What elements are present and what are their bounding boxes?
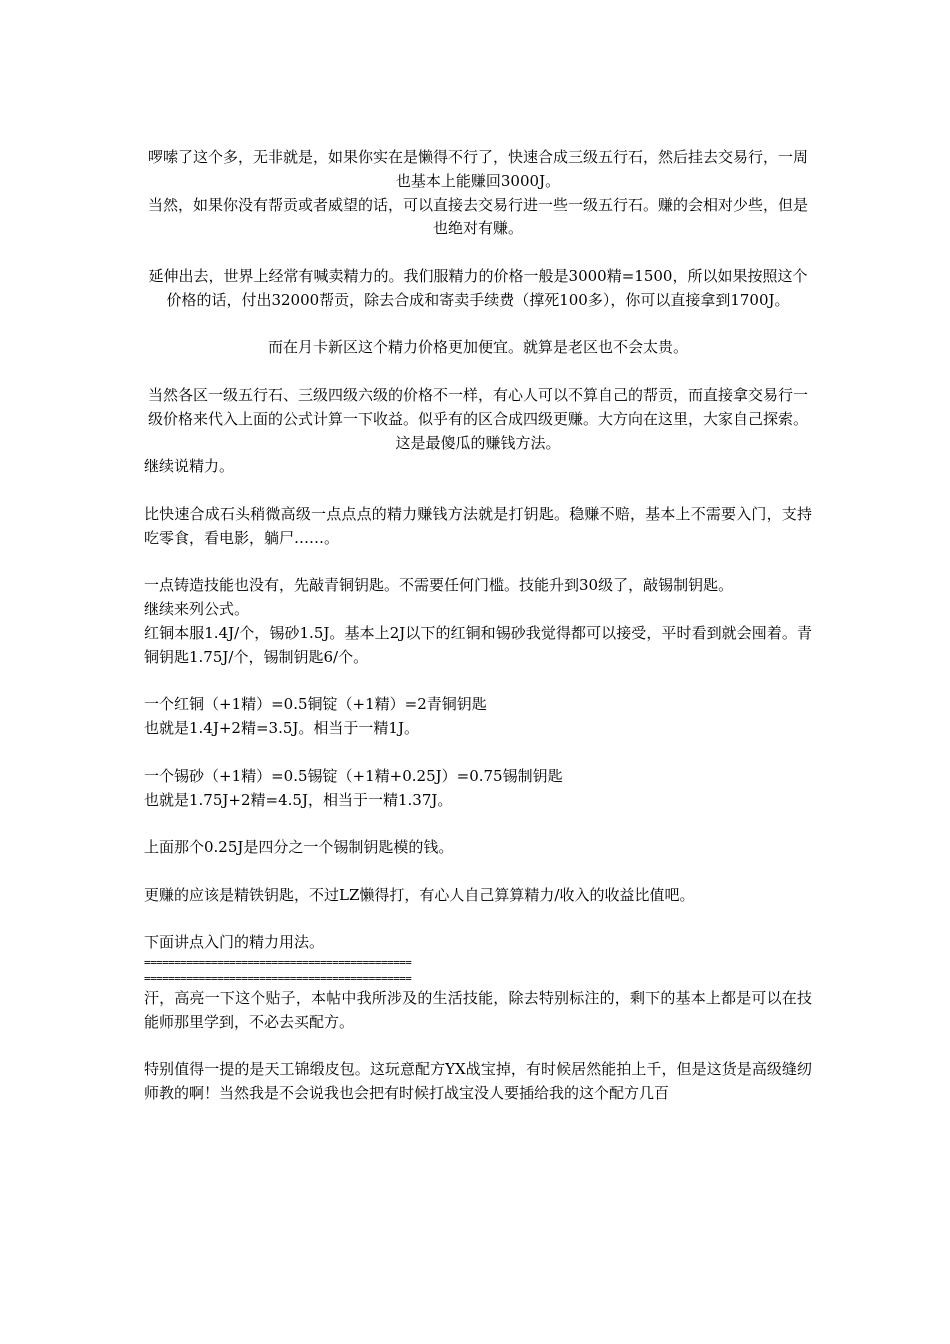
paragraph: 上面那个0.25J是四分之一个锡制钥匙模的钱。 [144, 838, 454, 857]
paragraph: 一个锡砂（+1精）=0.5锡锭（+1精+0.25J）=0.75锡制钥匙 [144, 766, 563, 785]
paragraph: 下面讲点入门的精力用法。 [144, 933, 325, 952]
centered-paragraph: 当然各区一级五行石、三级四级六级的价格不一样，有心人可以不算自己的帮贡，而直接拿交易行一级价格来代入上面的公式计算一下收益。似乎有的区合成四级更赚。大方向在这里，大家自己探索。 [147, 385, 808, 428]
paragraph: 继续说精力。 [144, 457, 235, 476]
paragraph: 特别值得一提的是天工锦缎皮包。这玩意配方YX战宝掉，有时候居然能拍上千，但是这货是高级缝纫师教的啊！当然我是不会说我也会把有时候打战宝没人要插给我的这个配方几百 [144, 1060, 812, 1103]
paragraph: 也就是1.75J+2精=4.5J，相当于一精1.37J。 [144, 790, 453, 809]
paragraph: 一点铸造技能也没有，先敲青铜钥匙。不需要任何门槛。技能升到30级了，敲锡制钥匙。 [144, 576, 734, 595]
separator-rule: ============================================ [144, 972, 412, 986]
blank-line [144, 860, 812, 884]
blank-line [144, 908, 812, 932]
blank-line [144, 670, 812, 694]
paragraph: 更赚的应该是精铁钥匙，不过LZ懒得打，有心人自己算算精力/收入的收益比值吧。 [144, 885, 695, 904]
blank-line [144, 479, 812, 503]
separator-rule: ============================================ [144, 956, 412, 970]
document-page [144, 146, 812, 1106]
blank-line [144, 313, 812, 337]
paragraph: 汗，高亮一下这个贴子，本帖中我所涉及的生活技能，除去特别标注的，剩下的基本上都是可以在技能师那里学到，不必去买配方。 [144, 989, 812, 1031]
blank-line [144, 741, 812, 765]
blank-line [144, 551, 812, 575]
blank-line [144, 360, 812, 384]
paragraph: 一个红铜（+1精）=0.5铜锭（+1精）=2青铜钥匙 [144, 695, 487, 714]
paragraph: 比快速合成石头稍微高级一点点点的精力赚钱方法就是打钥匙。稳赚不赔，基本上不需要入门，支持吃零食，看电影，躺尸……。 [144, 504, 812, 547]
blank-line [144, 1035, 812, 1059]
blank-line [144, 241, 812, 265]
blank-line [144, 812, 812, 836]
centered-paragraph: 这是最傻瓜的赚钱方法。 [395, 433, 561, 452]
centered-paragraph: 当然，如果你没有帮贡或者威望的话，可以直接去交易行进一些一级五行石。赚的会相对少些，但是也绝对有赚。 [147, 195, 808, 238]
paragraph: 继续来列公式。 [144, 600, 250, 619]
centered-paragraph: 而在月卡新区这个精力价格更加便宜。就算是老区也不会太贵。 [267, 338, 688, 357]
paragraph: 红铜本服1.4J/个，锡砂1.5J。基本上2J以下的红铜和锡砂我觉得都可以接受，平时看到就会囤着。青铜钥匙1.75J/个，锡制钥匙6/个。 [144, 623, 812, 666]
paragraph: 也就是1.4J+2精=3.5J。相当于一精1J。 [144, 719, 419, 738]
centered-paragraph: 啰嗦了这个多，无非就是，如果你实在是懒得不行了，快速合成三级五行石，然后挂去交易行，一周也基本上能赚回3000J。 [147, 148, 808, 190]
centered-paragraph: 延伸出去，世界上经常有喊卖精力的。我们服精力的价格一般是3000精=1500，所以如果按照这个价格的话，付出32000帮贡，除去合成和寄卖手续费（撑死100多），你可以直接拿到1700J。 [148, 266, 808, 309]
